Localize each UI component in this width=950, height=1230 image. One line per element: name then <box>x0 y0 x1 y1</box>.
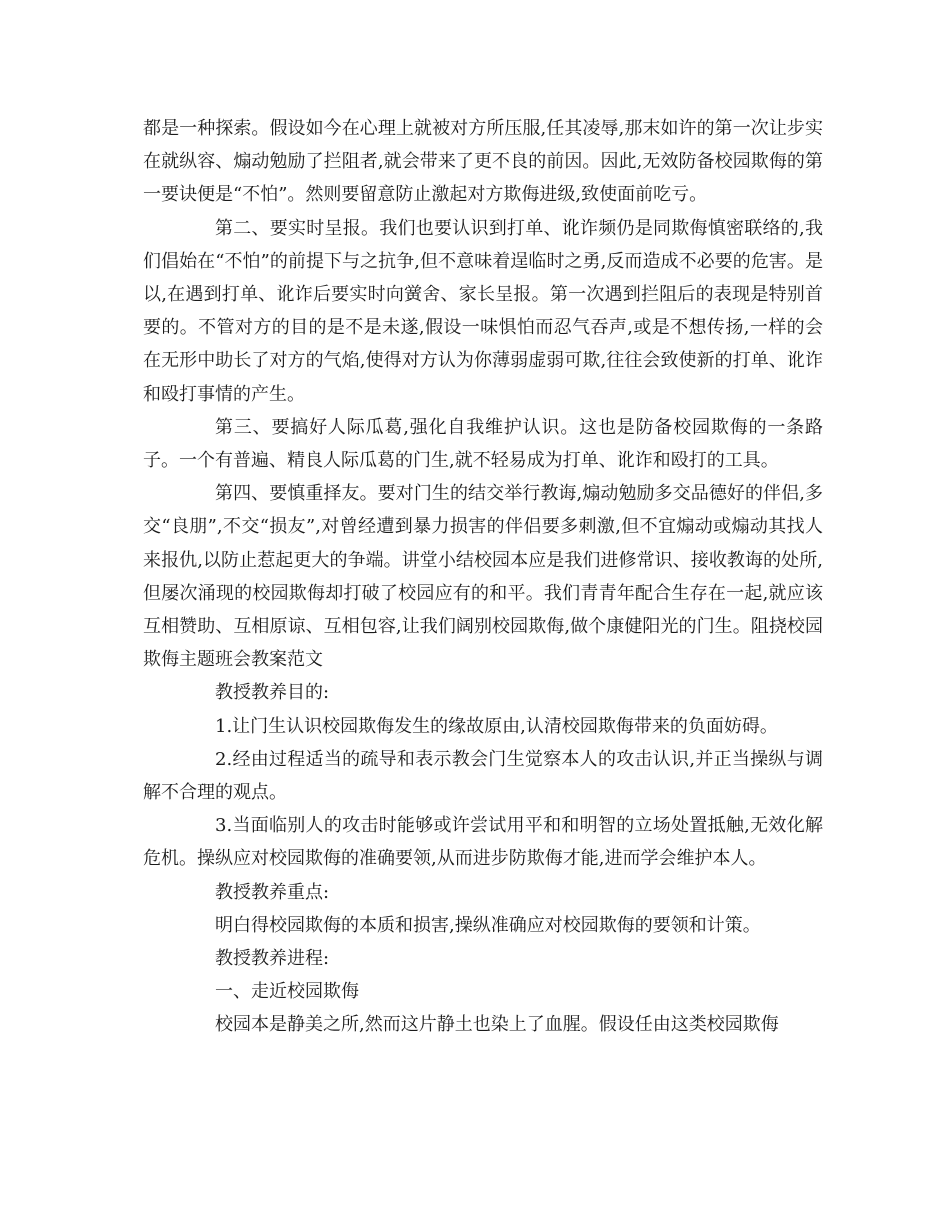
heading-teaching-goals: 教授教养目的: <box>215 682 330 704</box>
goal-item-3: 3.当面临别人的攻击时能够或许尝试用平和和明智的立场处置抵触,无效化解危机。操纵应对校园欺侮的准确要领,从而进步防欺侮才能,进而学会维护本人。 <box>143 815 823 870</box>
goal-item-2: 2.经由过程适当的疏导和表示教会门生觉察本人的攻击认识,并正当操纵与调解不合理的观点。 <box>143 748 823 804</box>
section-heading-1: 一、走近校园欺侮 <box>215 981 359 1003</box>
paragraph-friends: 第四、要慎重择友。要对门生的结交举行教诲,煽动勉励多交品德好的伴侣,多交“良朋”,不交“损友”,对曾经遭到暴力损害的伴侣要多刺激,但不宜煽动或煽动其找人来报仇,以防止惹起更大的争端。讲堂小结校园本应是我们进修常识、接收教诲的处所,但屡次涌现的校园欺侮却打破了校园应有的和平。我们青青年配合生存在一起,就应该互相赞助、互相原谅、互相包容,让我们阔别校园欺侮,做个康健阳光的门生。阻挠校园欺侮主题班会教案范文 <box>143 483 823 671</box>
heading-teaching-focus: 教授教养重点: <box>215 881 330 903</box>
goal-item-1: 1.让门生认识校园欺侮发生的缘故原由,认清校园欺侮带来的负面妨碍。 <box>215 715 778 737</box>
document-body <box>143 112 823 1042</box>
paragraph-campus: 校园本是静美之所,然而这片静土也染上了血腥。假设任由这类校园欺侮 <box>215 1014 779 1036</box>
heading-teaching-process: 教授教养进程: <box>215 948 330 970</box>
paragraph-continued: 都是一种探索。假设如今在心理上就被对方所压服,任其凌辱,那末如许的第一次让步实在就纵容、煽动勉励了拦阻者,就会带来了更不良的前因。因此,无效防备校园欺侮的第一要诀便是“不怕”。然则要留意防止激起对方欺侮进级,致使面前吃亏。 <box>143 118 823 206</box>
teaching-focus-text: 明白得校园欺侮的本质和损害,操纵准确应对校园欺侮的要领和计策。 <box>215 914 761 936</box>
paragraph-relations: 第三、要搞好人际瓜葛,强化自我维护认识。这也是防备校园欺侮的一条路子。一个有普遍、精良人际瓜葛的门生,就不轻易成为打单、讹诈和殴打的工具。 <box>143 416 823 472</box>
paragraph-report: 第二、要实时呈报。我们也要认识到打单、讹诈频仍是同欺侮慎密联络的,我们倡始在“不怕”的前提下与之抗争,但不意味着逞临时之勇,反而造成不必要的危害。是以,在遇到打单、讹诈后要实时向黉舍、家长呈报。第一次遇到拦阻后的表现是特别首要的。不管对方的目的是不是未遂,假设一味惧怕而忍气吞声,或是不想传扬,一样的会在无形中助长了对方的气焰,使得对方认为你薄弱虚弱可欺,往往会致使新的打单、讹诈和殴打事情的产生。 <box>143 217 823 405</box>
